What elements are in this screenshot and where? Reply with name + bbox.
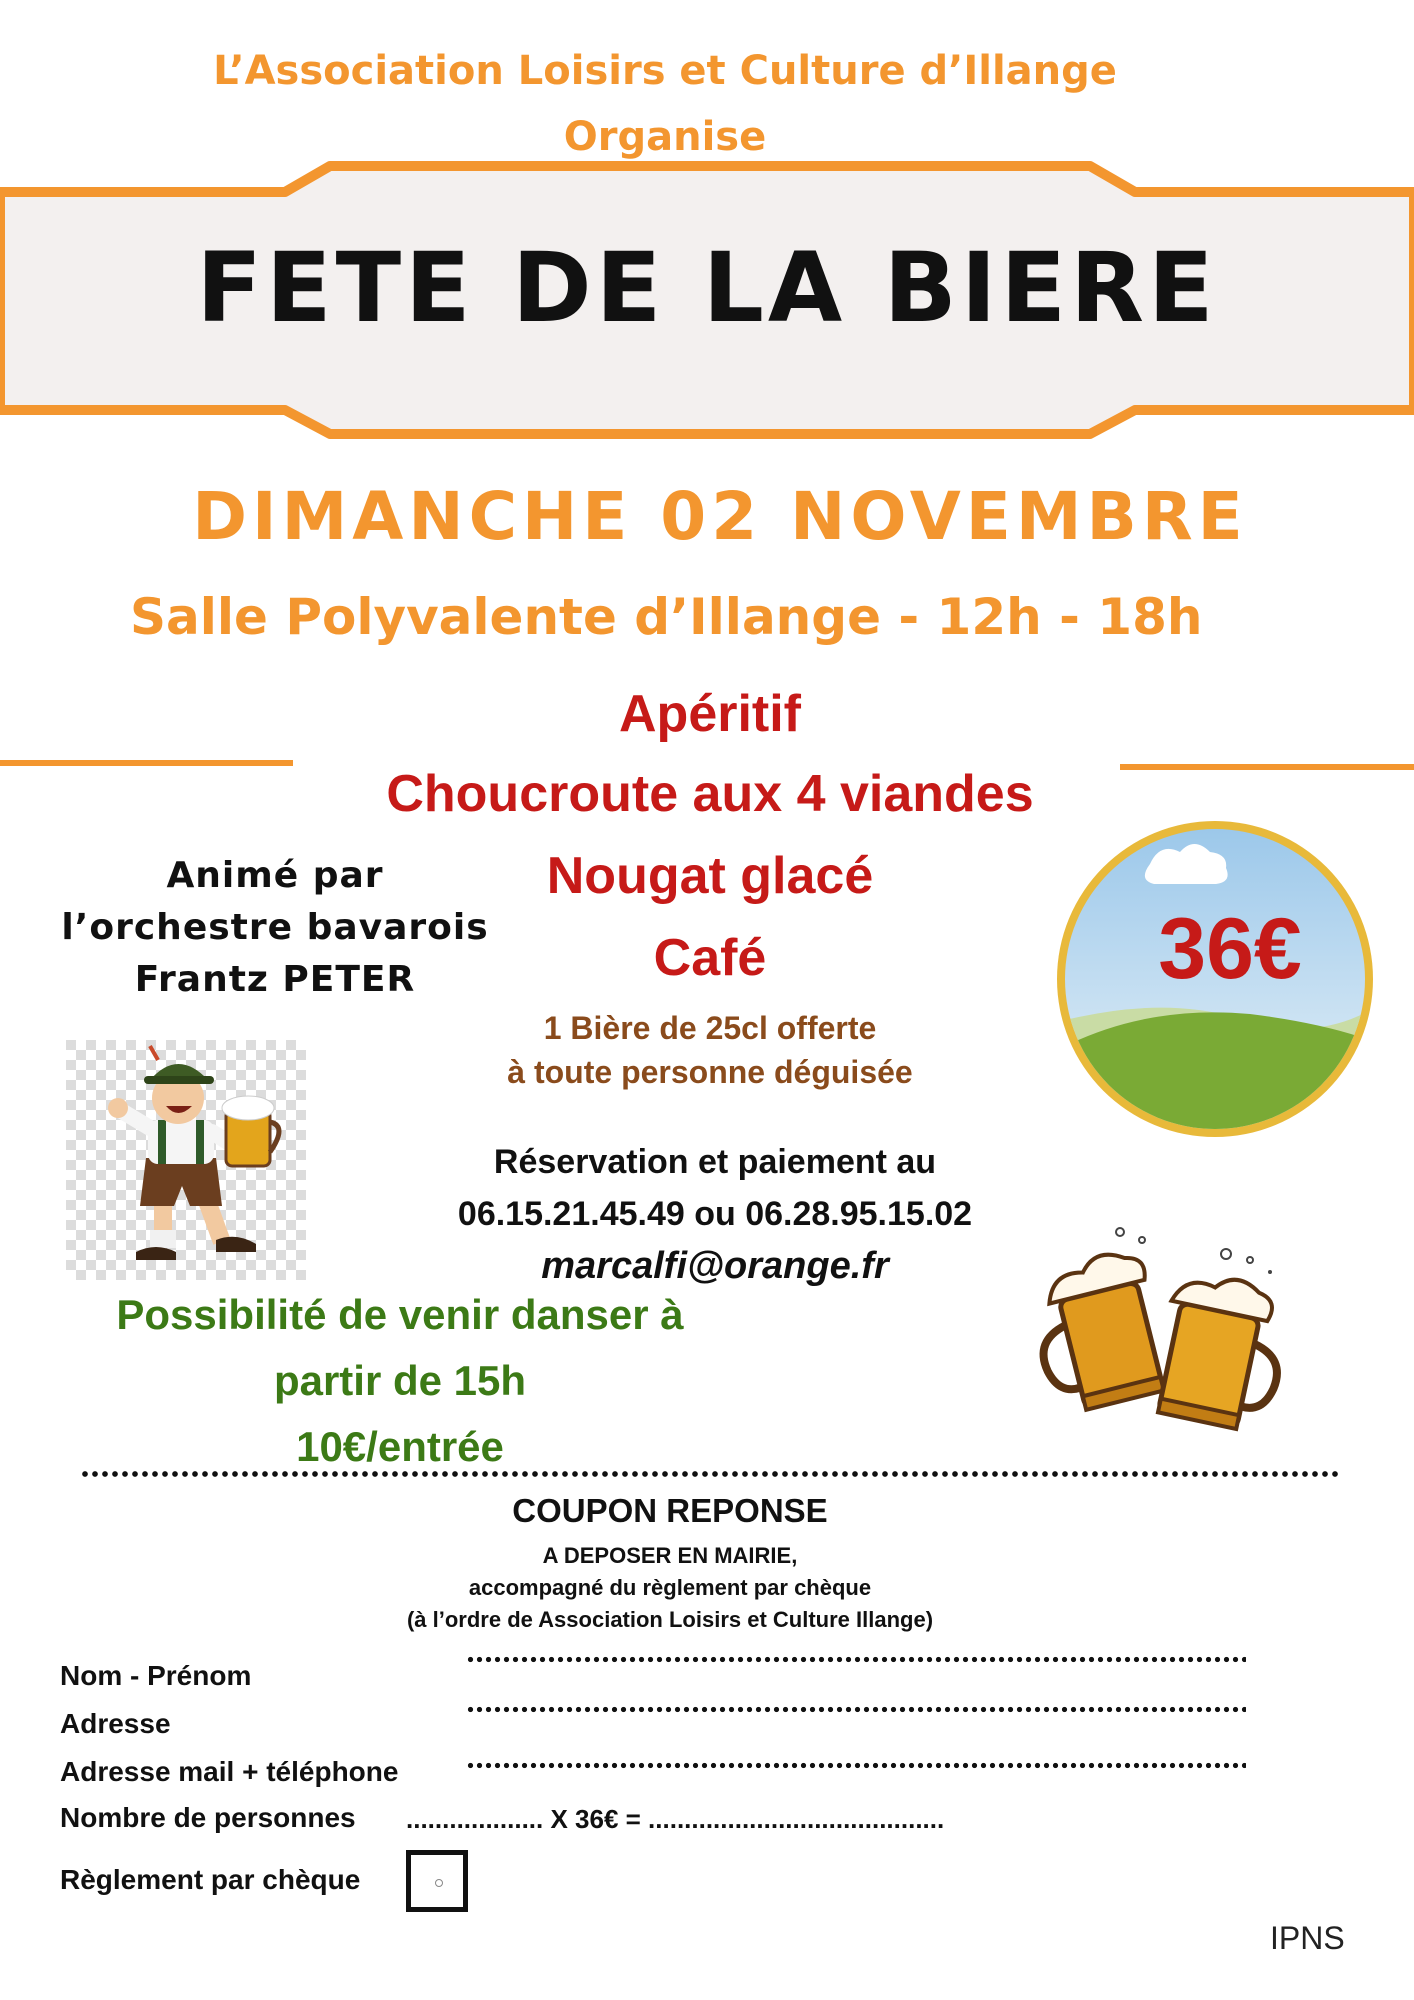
organizer-line-2: Organise [563, 114, 767, 160]
coupon-title: COUPON REPONSE [512, 1492, 828, 1529]
footer-ipns: IPNS [1270, 1920, 1345, 1956]
entertainment-line-3: Frantz PETER [134, 959, 416, 1000]
menu-item-choucroute: Choucroute aux 4 viandes [386, 765, 1034, 823]
coupon-cut-line [80, 1470, 1340, 1478]
price-label: 36€ [1158, 901, 1302, 997]
menu-item-nougat: Nougat glacé [546, 847, 874, 905]
divider-right [1120, 764, 1414, 770]
menu-item-aperitif: Apéritif [619, 685, 801, 743]
dance-line-2: partir de 15h [273, 1357, 527, 1404]
dance-line-1: Possibilité de venir danser à [116, 1291, 684, 1338]
field-label-address: Adresse [60, 1708, 171, 1739]
field-label-name: Nom - Prénom [60, 1660, 252, 1691]
menu-item-cafe: Café [653, 929, 767, 987]
organizer-line-1: L’Association Loisirs et Culture d’Illange [213, 48, 1117, 94]
field-address-dots[interactable] [466, 1706, 1246, 1713]
field-name-dots[interactable] [466, 1656, 1246, 1663]
bavarian-man-illustration [66, 1040, 306, 1280]
payment-checkbox[interactable] [406, 1850, 468, 1912]
beer-offer-line-2: à toute personne déguisée [507, 1054, 913, 1090]
beer-offer-line-1: 1 Bière de 25cl offerte [543, 1010, 877, 1046]
reservation-line: Réservation et paiement au [493, 1143, 937, 1181]
field-label-contact: Adresse mail + téléphone [60, 1756, 399, 1787]
event-title: FETE DE LA BIERE [196, 232, 1218, 344]
coupon-sub-2: accompagné du règlement par chèque [468, 1575, 872, 1600]
coupon-sub-3: (à l’ordre de Association Loisirs et Culture Illange) [406, 1607, 934, 1632]
field-contact-dots[interactable] [466, 1762, 1246, 1769]
event-date: DIMANCHE 02 NOVEMBRE [192, 478, 1248, 555]
event-venue: Salle Polyvalente d’Illange - 12h - 18h [130, 588, 1203, 646]
beer-mugs-illustration [1030, 1220, 1290, 1450]
dance-line-3: 10€/entrée [296, 1423, 504, 1470]
divider-left [0, 760, 293, 766]
entertainment-line-1: Animé par [166, 855, 384, 896]
reservation-email: marcalfi@orange.fr [541, 1245, 889, 1287]
field-label-persons: Nombre de personnes [60, 1802, 356, 1833]
entertainment-line-2: l’orchestre bavarois [61, 907, 489, 948]
field-persons-fill[interactable]: ................... X 36€ = ......................................... [406, 1804, 945, 1834]
field-label-payment: Règlement par chèque [60, 1864, 361, 1895]
reservation-phones: 06.15.21.45.49 ou 06.28.95.15.02 [457, 1195, 973, 1233]
coupon-sub-1: A DEPOSER EN MAIRIE, [542, 1543, 798, 1568]
